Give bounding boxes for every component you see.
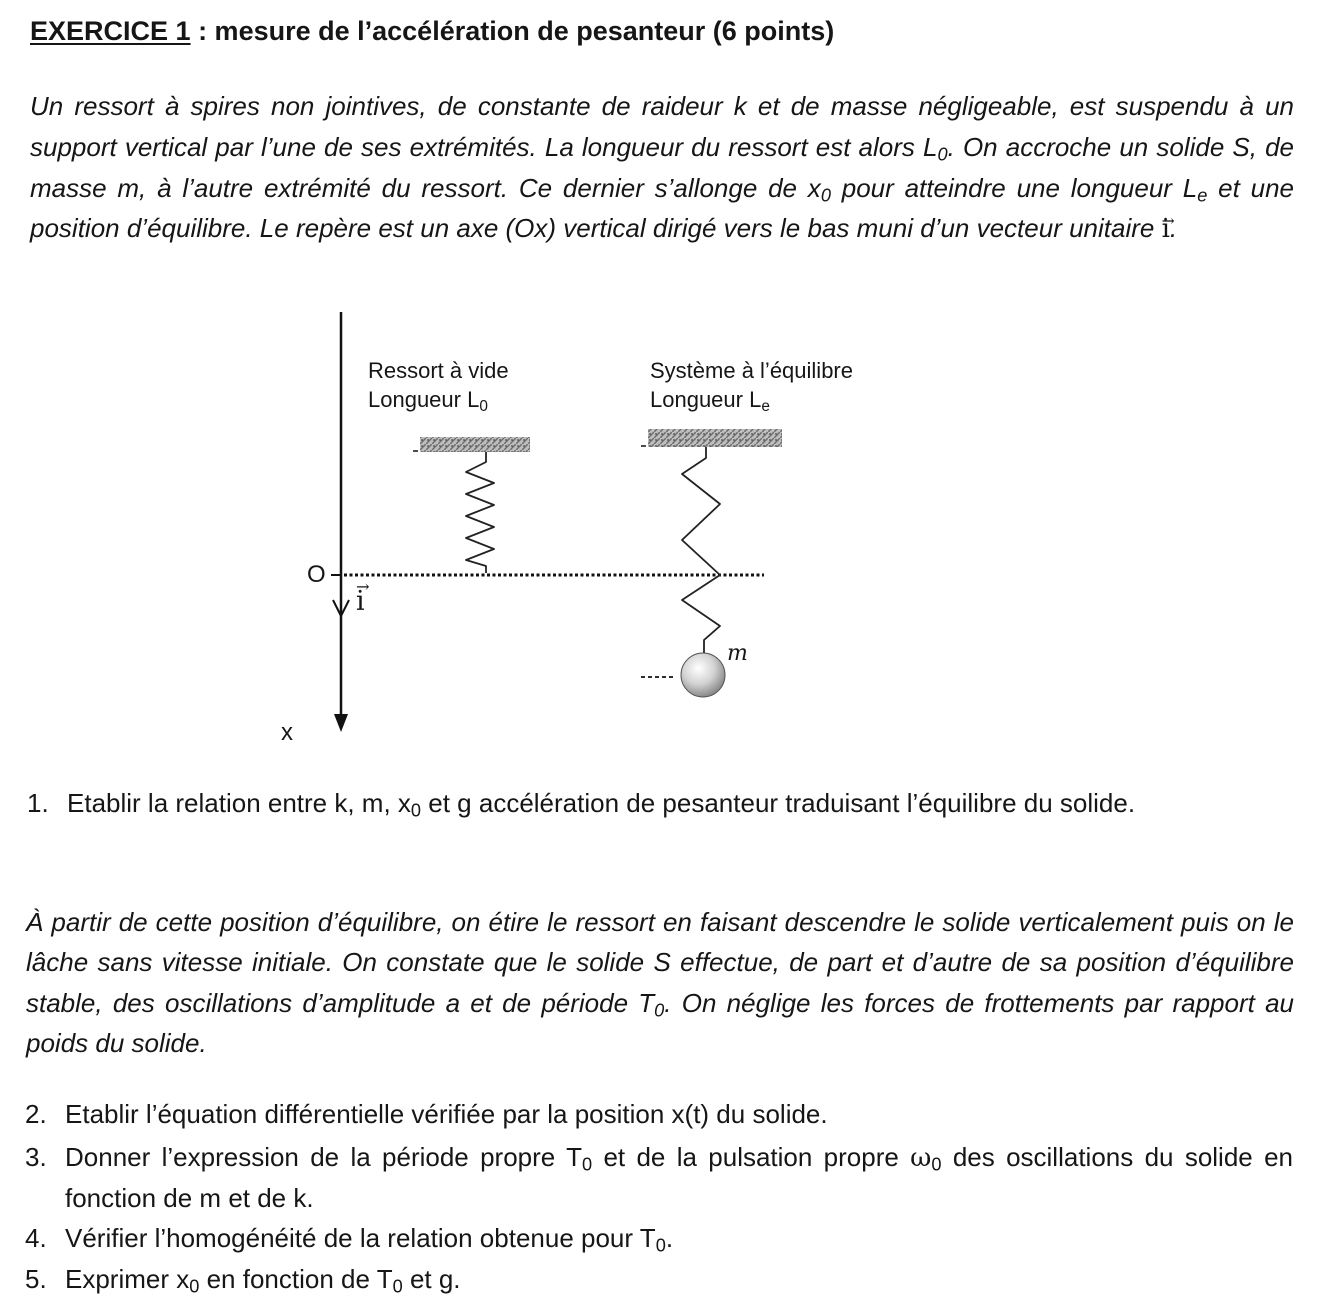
oscillation-paragraph: À partir de cette position d’équilibre, on étire le ressort en faisant descendre le solide verticalement puis on le lâche sans vitesse initiale. On constate que le solide S effectue, de part et d’autre de sa position d’équilibre stable, des oscillations d’amplitude a et de période $T_0$. On néglige les forces de frottements par rapport au poids du solide. — [26, 907, 1294, 1058]
spring-free — [466, 452, 494, 573]
support-eq-spring — [648, 429, 782, 447]
omega-symbol: ω — [910, 1143, 932, 1173]
spring-eq — [682, 447, 720, 654]
label-free-spring: Ressort à vide Longueur $L_0$ — [368, 358, 509, 415]
question-5: 5. Exprimer $x_0$ en fonction de $T_0$ et g. — [25, 1264, 461, 1297]
mass-label: m — [727, 641, 748, 666]
question-3: 3. Donner l’expression de la période propre $T_0$ et de la pulsation propre $\omega_0$ des oscillations du solide en fonction de m et de k. — [25, 1142, 1293, 1213]
question-2: 2. Etablir l’équation différentielle vérifiée par la position x(t) du solide. — [25, 1099, 828, 1129]
intro-paragraph: Un ressort à spires non jointives, de constante de raideur k et de masse négligeable, est suspendu à un support vertical par l’une de ses extrémités. La longueur du ressort est alors $L_0$. On accroche un solide S, de masse m, à l’autre extrémité du ressort. Ce dernier s’allonge de $x_0$ pour atteindre une longueur $L_e$ et une position d’équilibre. Le repère est un axe (Ox) vertical dirigé vers le bas muni d’un vecteur unitaire → i. — [30, 86, 1294, 250]
mass-ball — [681, 653, 725, 697]
label-eq-spring: Système à l’équilibre Longueur $L_e$ — [650, 358, 853, 415]
unit-vector-label: → i — [356, 586, 365, 617]
question-4: 4. Vérifier l’homogénéité de la relation obtenue pour $T_0$. — [25, 1223, 674, 1256]
question-1: 1. Etablir la relation entre k, m, $x_0$ et g accélération de pesanteur traduisant l’équilibre du solide. — [27, 788, 1136, 821]
support-free-spring — [420, 437, 530, 452]
unit-vector-symbol: → i — [1162, 209, 1170, 250]
x-axis-arrowhead — [334, 714, 348, 732]
exercise-title-text: : mesure de l’accélération de pesanteur (6 points) — [190, 16, 835, 46]
exercise-number: EXERCICE 1 — [30, 16, 191, 46]
origin-label: O — [307, 561, 326, 588]
axis-label: x — [281, 719, 293, 746]
